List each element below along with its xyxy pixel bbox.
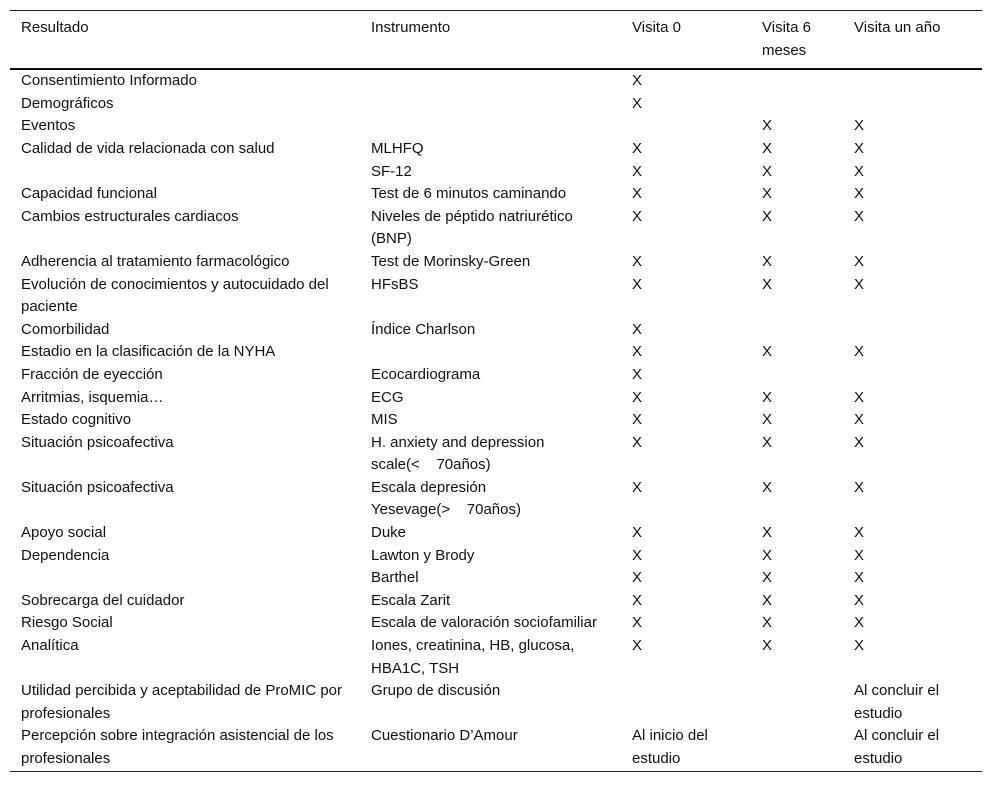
visita-6-meses-cell: X [762, 433, 773, 451]
resultado-cell: Percepción sobre integración asistencial de los profesionales [21, 727, 334, 767]
visita-6-meses-cell [751, 69, 843, 93]
instrumento-cell: Test de Morinsky-Green [371, 252, 531, 270]
visita-0-cell [621, 680, 751, 725]
visita-0-cell: X [632, 365, 643, 383]
table-row [10, 93, 982, 116]
visita-0-cell: Al inicio del estudio [632, 727, 708, 767]
resultado-cell: Adherencia al tratamiento farmacológico [21, 252, 290, 270]
visita-6-meses-cell: X [762, 185, 773, 203]
instrumento-cell: HFsBS [371, 275, 419, 293]
visita-0-cell: X [632, 411, 643, 429]
instrumento-cell: Ecocardiograma [371, 365, 481, 383]
visita-6-meses-cell: X [762, 546, 773, 564]
visita-0-cell: X [632, 94, 643, 112]
visita-6-meses-cell [751, 364, 843, 387]
resultado-cell: Cambios estructurales cardiacos [21, 207, 239, 225]
table-row [10, 183, 982, 206]
visita-un-ano-cell: X [854, 343, 865, 361]
table-row [10, 387, 982, 410]
instrumento-cell [360, 93, 621, 116]
table-row [10, 680, 982, 725]
visita-un-ano-cell: X [854, 117, 865, 135]
instrumento-cell: MLHFQ [371, 139, 424, 157]
visita-0-cell [621, 115, 751, 138]
table-row [10, 274, 982, 319]
instrumento-cell: Escala de valoración sociofamiliar [371, 614, 597, 632]
table-row [10, 545, 982, 568]
table-row [10, 409, 982, 432]
resultado-cell: Eventos [21, 117, 76, 135]
table-row [10, 590, 982, 613]
visita-6-meses-cell: X [762, 252, 773, 270]
resultado-cell: Riesgo Social [21, 614, 113, 632]
visita-6-meses-cell: X [762, 207, 773, 225]
instrumento-cell: Duke [371, 524, 407, 542]
visita-6-meses-cell [751, 319, 843, 342]
visita-un-ano-cell: Al concluir el estudio [854, 682, 940, 722]
table-row [10, 725, 982, 771]
resultado-cell [10, 161, 360, 184]
instrumento-cell: Escala depresión Yesevage(> 70años) [371, 478, 521, 519]
instrumento-cell: Niveles de péptido natriurético (BNP) [371, 207, 573, 248]
resultado-cell: Situación psicoafectiva [21, 433, 174, 451]
visita-0-cell: X [632, 72, 643, 90]
visita-un-ano-cell: X [854, 433, 865, 451]
visita-un-ano-cell: X [854, 569, 865, 587]
visita-6-meses-cell [751, 93, 843, 116]
visita-6-meses-cell: X [762, 591, 773, 609]
visita-6-meses-cell: X [762, 614, 773, 632]
table-row [10, 341, 982, 364]
instrumento-cell: Cuestionario D’Amour [371, 727, 518, 745]
resultado-cell: Dependencia [21, 546, 110, 564]
visita-0-cell: X [632, 185, 643, 203]
instrumento-cell: Escala Zarit [371, 591, 451, 609]
resultado-cell: Apoyo social [21, 524, 107, 542]
visita-un-ano-cell: X [854, 524, 865, 542]
visita-0-cell: X [632, 433, 643, 451]
visita-un-ano-cell: X [854, 411, 865, 429]
resultado-cell: Calidad de vida relacionada con salud [21, 139, 275, 157]
visita-6-meses-cell [751, 680, 843, 725]
visita-0-cell: X [632, 637, 643, 655]
header-visita-6-meses: Visita 6 meses [762, 19, 811, 59]
table-row [10, 522, 982, 545]
visita-6-meses-cell: X [762, 411, 773, 429]
visita-0-cell: X [632, 569, 643, 587]
visita-6-meses-cell: X [762, 343, 773, 361]
instrumento-cell: Iones, creatinina, HB, glucosa, HBA1C, TSH [371, 637, 575, 677]
resultado-cell [10, 567, 360, 590]
visita-6-meses-cell: X [762, 478, 773, 496]
visita-0-cell: X [632, 388, 643, 406]
instrumento-cell: Test de 6 minutos caminando [371, 185, 567, 203]
visita-6-meses-cell: X [762, 139, 773, 157]
visita-un-ano-cell: X [854, 546, 865, 564]
table-row [10, 319, 982, 342]
resultado-cell: Analítica [21, 637, 79, 655]
table-row [10, 138, 982, 161]
instrumento-cell: Lawton y Brody [371, 546, 475, 564]
visita-6-meses-cell: X [762, 569, 773, 587]
table-header [10, 11, 982, 70]
table-row [10, 612, 982, 635]
visita-6-meses-cell: X [762, 637, 773, 655]
resultado-cell: Consentimiento Informado [21, 72, 197, 90]
visita-un-ano-cell: X [854, 207, 865, 225]
header-visita-0: Visita 0 [632, 19, 681, 36]
visita-0-cell: X [632, 478, 643, 496]
resultado-cell: Comorbilidad [21, 320, 110, 338]
instrumento-cell: MIS [371, 411, 398, 429]
resultado-cell: Capacidad funcional [21, 185, 157, 203]
instrumento-cell: Barthel [371, 569, 419, 587]
instrumento-cell: SF-12 [371, 162, 412, 180]
resultado-cell: Arritmias, isquemia… [21, 388, 164, 406]
table-row [10, 635, 982, 680]
visita-un-ano-cell: X [854, 275, 865, 293]
visita-0-cell: X [632, 524, 643, 542]
visita-un-ano-cell [843, 319, 982, 342]
visita-un-ano-cell: X [854, 614, 865, 632]
resultado-cell: Evolución de conocimientos y autocuidado del paciente [21, 275, 329, 316]
table-body [10, 69, 982, 771]
visita-un-ano-cell: X [854, 478, 865, 496]
resultado-cell: Sobrecarga del cuidador [21, 591, 185, 609]
resultado-cell: Estado cognitivo [21, 411, 132, 429]
header-visita-un-ano: Visita un año [854, 19, 941, 36]
resultado-cell: Situación psicoafectiva [21, 478, 174, 496]
visita-0-cell: X [632, 320, 643, 338]
visita-0-cell: X [632, 275, 643, 293]
study-variables-table [10, 10, 982, 772]
visita-un-ano-cell [843, 364, 982, 387]
visita-6-meses-cell [751, 725, 843, 771]
resultado-cell: Utilidad percibida y aceptabilidad de ProMIC por profesionales [21, 682, 343, 722]
visita-6-meses-cell: X [762, 162, 773, 180]
visita-un-ano-cell: X [854, 591, 865, 609]
visita-6-meses-cell: X [762, 524, 773, 542]
visita-un-ano-cell: X [854, 388, 865, 406]
visita-6-meses-cell: X [762, 388, 773, 406]
visita-0-cell: X [632, 343, 643, 361]
table-row [10, 206, 982, 251]
visita-0-cell: X [632, 139, 643, 157]
resultado-cell: Demográficos [21, 94, 114, 112]
instrumento-cell: H. anxiety and depression scale(< 70años) [371, 433, 545, 474]
visita-6-meses-cell: X [762, 117, 773, 135]
instrumento-cell: Índice Charlson [371, 320, 476, 338]
visita-0-cell: X [632, 614, 643, 632]
instrumento-cell: ECG [371, 388, 404, 406]
visita-un-ano-cell: Al concluir el estudio [854, 727, 940, 767]
instrumento-cell [360, 341, 621, 364]
table-row [10, 364, 982, 387]
visita-0-cell: X [632, 162, 643, 180]
table-row [10, 432, 982, 477]
visita-un-ano-cell: X [854, 139, 865, 157]
resultado-cell: Fracción de eyección [21, 365, 163, 383]
visita-un-ano-cell: X [854, 637, 865, 655]
visita-0-cell: X [632, 591, 643, 609]
table-row [10, 251, 982, 274]
resultado-cell: Estadio en la clasificación de la NYHA [21, 343, 276, 361]
visita-0-cell: X [632, 546, 643, 564]
table-row [10, 567, 982, 590]
visita-un-ano-cell: X [854, 185, 865, 203]
instrumento-cell [360, 115, 621, 138]
instrumento-cell [360, 69, 621, 93]
visita-un-ano-cell [843, 69, 982, 93]
instrumento-cell: Grupo de discusión [371, 682, 501, 700]
header-resultado: Resultado [21, 19, 89, 36]
visita-un-ano-cell [843, 93, 982, 116]
table-row [10, 69, 982, 93]
visita-6-meses-cell: X [762, 275, 773, 293]
table-row [10, 477, 982, 522]
visita-un-ano-cell: X [854, 162, 865, 180]
header-instrumento: Instrumento [371, 19, 451, 36]
visita-0-cell: X [632, 252, 643, 270]
visita-un-ano-cell: X [854, 252, 865, 270]
table-row [10, 115, 982, 138]
table-row [10, 161, 982, 184]
visita-0-cell: X [632, 207, 643, 225]
